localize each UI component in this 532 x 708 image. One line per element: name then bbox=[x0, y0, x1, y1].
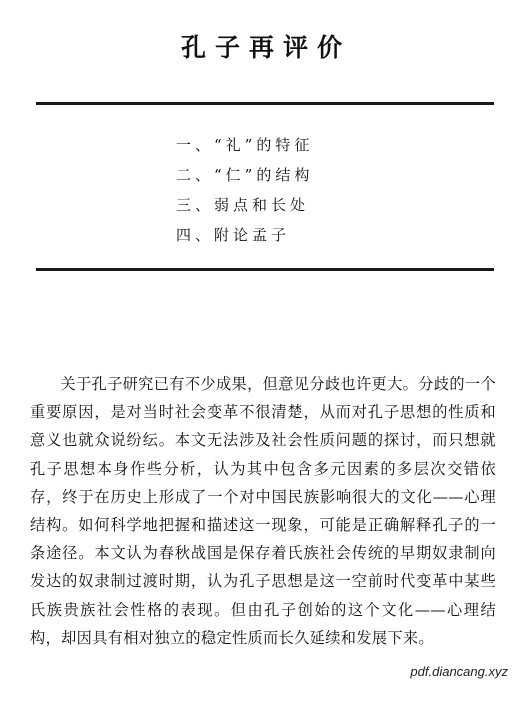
top-divider bbox=[36, 102, 494, 105]
toc-item-3: 三、弱点和长处 bbox=[176, 196, 310, 214]
toc-item-1: 一、“礼”的特征 bbox=[176, 136, 314, 154]
watermark: pdf.diancang.xyz bbox=[410, 664, 508, 679]
page-title: 孔子再评价 bbox=[180, 33, 351, 62]
toc-item-2: 二、“仁”的结构 bbox=[176, 166, 314, 184]
intro-paragraph: 关于孔子研究已有不少成果，但意见分歧也许更大。分歧的一个重要原因，是对当时社会变革不很清楚，从而对孔子思想的性质和意义也就众说纷纭。本文无法涉及社会性质问题的探讨，而只想就孔子思想本身作些分析，认为其中包含多元因素的多层次交错依存，终于在历史上形成了一个对中国民族影响很大的文化——心理结构。如何科学地把握和描述这一现象，可能是正确解释孔子的一条途径。本文认为春秋战国是保存着氏族社会传统的早期奴隶制向发达的奴隶制过渡时期，认为孔子思想是这一空前时代变革中某些氏族贵族社会性格的表现。但由孔子创始的这个文化——心理结构，却因具有相对独立的稳定性质而长久延续和发展下来。 bbox=[30, 375, 496, 647]
toc-item-4: 四、附论孟子 bbox=[176, 226, 291, 244]
bottom-divider bbox=[36, 268, 494, 271]
table-of-contents bbox=[176, 130, 313, 250]
